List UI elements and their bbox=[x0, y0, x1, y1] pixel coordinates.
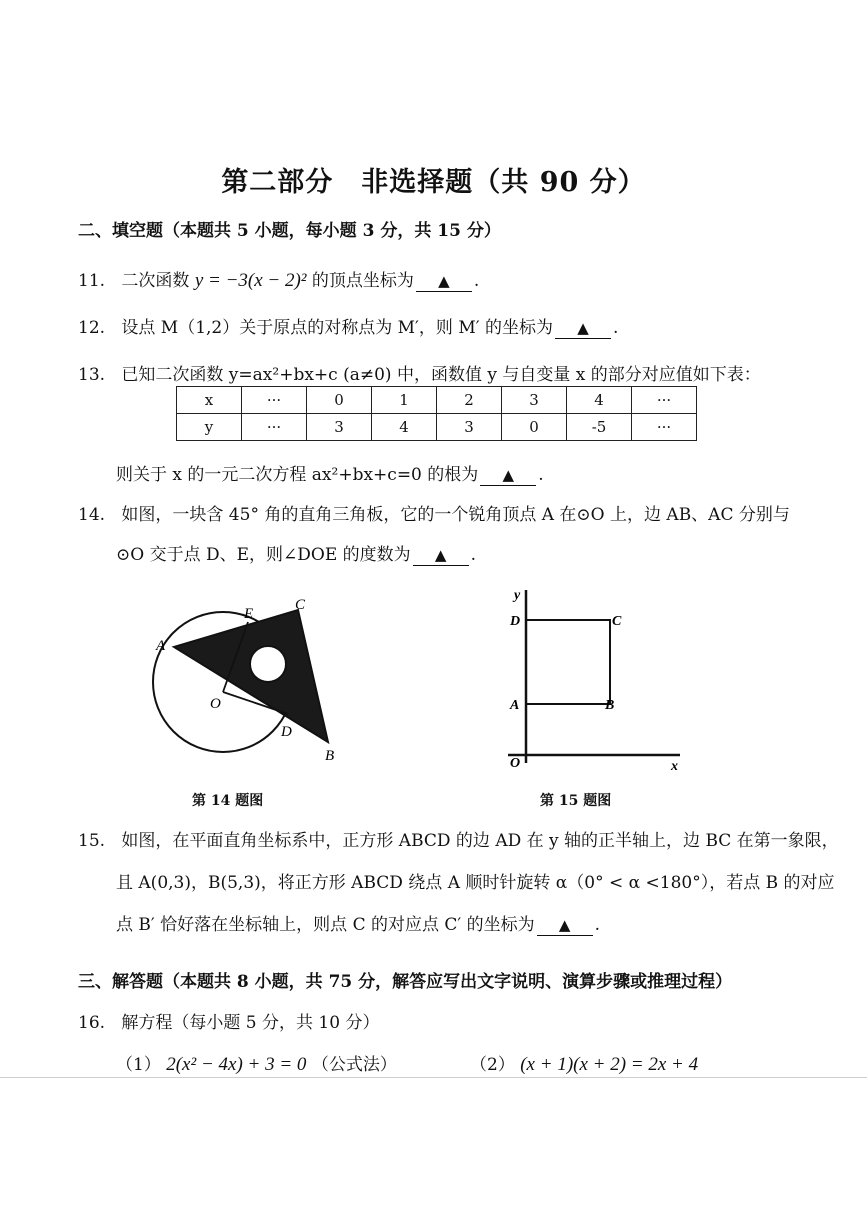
triangle-marker-icon: ▲ bbox=[558, 916, 571, 934]
answer-blank[interactable] bbox=[537, 915, 593, 936]
label-c: C bbox=[612, 614, 622, 629]
question-number: 15. bbox=[78, 831, 106, 851]
label-y: y bbox=[514, 588, 521, 603]
question-text: 如图，一块含 45° 角的直角三角板，它的一个锐角顶点 A 在⊙O 上，边 AB、AC 分别与 bbox=[121, 505, 790, 525]
question-text: 且 A(0,3)，B(5,3)，将正方形 ABCD 绕点 A 顺时针旋转 α（0° < α <180°），若点 B 的对应 bbox=[116, 873, 835, 893]
question-text: 已知二次函数 y=ax²+bx+c (a≠0) 中，函数值 y 与自变量 x 的部分对应值如下表： bbox=[121, 365, 761, 385]
period: . bbox=[613, 318, 619, 338]
triangle-marker-icon: ▲ bbox=[502, 466, 515, 484]
table-cell: x bbox=[177, 387, 242, 414]
question-text: 点 B′ 恰好落在坐标轴上，则点 C 的对应点 C′ 的坐标为 bbox=[116, 915, 535, 935]
part-label: （2） bbox=[470, 1055, 515, 1075]
question-number: 13. bbox=[78, 365, 106, 385]
question-text: 解方程（每小题 5 分，共 10 分） bbox=[121, 1013, 380, 1033]
value-table bbox=[176, 386, 697, 441]
triangle-marker-icon: ▲ bbox=[434, 546, 447, 564]
table-cell: 4 bbox=[567, 387, 632, 414]
table-cell: 3 bbox=[437, 414, 502, 441]
question-number: 11. bbox=[78, 271, 106, 291]
triangle-marker-icon: ▲ bbox=[577, 319, 589, 337]
formula: y = −3(x − 2)² bbox=[194, 270, 307, 291]
table-row-x bbox=[177, 387, 697, 414]
ruler-hole bbox=[250, 646, 286, 682]
formula: (x + 1)(x + 2) = 2x + 4 bbox=[520, 1054, 699, 1075]
question-number: 12. bbox=[78, 318, 106, 338]
period: . bbox=[538, 465, 544, 485]
question-text: 设点 M（1,2）关于原点的对称点为 M′，则 M′ 的坐标为 bbox=[121, 318, 553, 338]
question-12 bbox=[78, 313, 618, 339]
table-cell: 0 bbox=[307, 387, 372, 414]
question-text: 如图，在平面直角坐标系中，正方形 ABCD 的边 AD 在 y 轴的正半轴上，边 BC 在第一象限， bbox=[121, 831, 839, 851]
question-15-line2 bbox=[116, 868, 835, 893]
table-row-y bbox=[177, 414, 697, 441]
figure-15 bbox=[500, 585, 690, 780]
question-14 bbox=[78, 500, 790, 525]
label-a: A bbox=[510, 698, 520, 713]
table-cell: 2 bbox=[437, 387, 502, 414]
label-c: C bbox=[295, 597, 306, 613]
question-text: 则关于 x 的一元二次方程 ax²+bx+c=0 的根为 bbox=[116, 465, 479, 485]
page-title: 第二部分 非选择题（共 90 分） bbox=[221, 167, 646, 198]
label-o: O bbox=[210, 696, 221, 712]
table-cell: -5 bbox=[567, 414, 632, 441]
section-2-heading: 二、填空题（本题共 5 小题，每小题 3 分，共 15 分） bbox=[78, 221, 501, 241]
triangle-ruler bbox=[174, 610, 328, 742]
table-cell: ··· bbox=[242, 387, 307, 414]
figure-15-caption: 第 15 题图 bbox=[540, 793, 612, 809]
label-d: D bbox=[281, 724, 292, 740]
question-text: 二次函数 bbox=[121, 271, 190, 291]
page-divider bbox=[0, 1077, 867, 1078]
label-a: A bbox=[156, 638, 166, 654]
label-x: x bbox=[671, 759, 678, 774]
table-cell: y bbox=[177, 414, 242, 441]
table-cell: 1 bbox=[372, 387, 437, 414]
question-15-line3 bbox=[116, 910, 600, 936]
table-cell: ··· bbox=[632, 414, 697, 441]
question-15 bbox=[78, 826, 839, 851]
table-cell: 3 bbox=[502, 387, 567, 414]
question-number: 16. bbox=[78, 1013, 106, 1033]
answer-blank[interactable] bbox=[480, 465, 536, 486]
table-cell: ··· bbox=[242, 414, 307, 441]
triangle-marker-icon: ▲ bbox=[438, 272, 450, 290]
table-cell: ··· bbox=[632, 387, 697, 414]
question-text: ⊙O 交于点 D、E，则∠DOE 的度数为 bbox=[116, 545, 411, 565]
question-16-part-1 bbox=[116, 1050, 397, 1076]
figure-14 bbox=[140, 592, 360, 772]
section-3-heading: 三、解答题（本题共 8 小题，共 75 分，解答应写出文字说明、演算步骤或推理过程） bbox=[78, 972, 733, 992]
question-16 bbox=[78, 1008, 379, 1033]
method-note: （公式法） bbox=[311, 1055, 397, 1075]
table-cell: 3 bbox=[307, 414, 372, 441]
period: . bbox=[470, 545, 477, 565]
answer-blank[interactable] bbox=[416, 271, 472, 292]
table-cell: 4 bbox=[372, 414, 437, 441]
label-o: O bbox=[510, 756, 521, 771]
answer-blank[interactable] bbox=[555, 318, 611, 339]
table-cell: 0 bbox=[502, 414, 567, 441]
question-16-part-2 bbox=[470, 1050, 698, 1076]
question-13-follow bbox=[116, 460, 544, 486]
formula: 2(x² − 4x) + 3 = 0 bbox=[166, 1054, 307, 1075]
label-b: B bbox=[605, 698, 615, 713]
label-b: B bbox=[325, 748, 335, 764]
question-text: 的顶点坐标为 bbox=[311, 271, 414, 291]
square-abcd bbox=[526, 620, 610, 704]
period: . bbox=[594, 915, 601, 935]
question-13 bbox=[78, 360, 761, 385]
part-label: （1） bbox=[116, 1055, 161, 1075]
question-number: 14. bbox=[78, 505, 106, 525]
question-11 bbox=[78, 266, 479, 292]
label-e: E bbox=[244, 606, 254, 622]
period: . bbox=[473, 271, 480, 291]
question-14-line2 bbox=[116, 540, 476, 566]
label-d: D bbox=[510, 614, 521, 629]
figure-14-caption: 第 14 题图 bbox=[192, 793, 264, 809]
answer-blank[interactable] bbox=[413, 545, 469, 566]
